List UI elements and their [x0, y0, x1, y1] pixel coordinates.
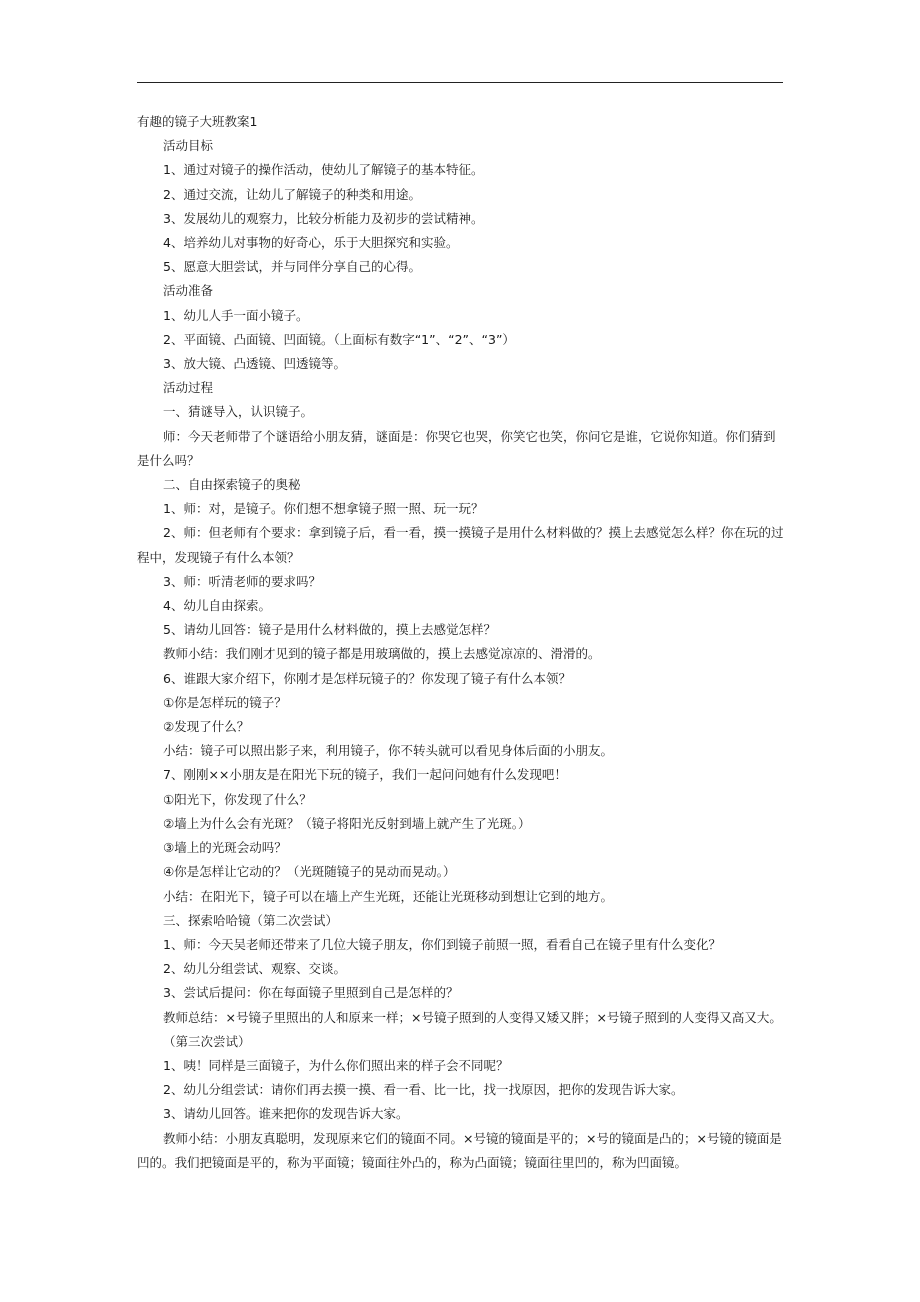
- list-item: 2、幼儿分组尝试：请你们再去摸一摸、看一看、比一比，找一找原因，把你的发现告诉大家。: [163, 1082, 684, 1098]
- list-item: 1、师：今天吴老师还带来了几位大镜子朋友，你们到镜子前照一照，看看自己在镜子里有什么变化？: [163, 936, 721, 952]
- list-item: 4、幼儿自由探索。: [163, 598, 271, 614]
- list-item: 1、幼儿人手一面小镜子。: [163, 307, 309, 323]
- list-item: 5、请幼儿回答：镜子是用什么材料做的，摸上去感觉怎样？: [163, 622, 496, 638]
- subsection-heading: 三、探索哈哈镜（第二次尝试）: [163, 912, 339, 928]
- list-item: 3、请幼儿回答。谁来把你的发现告诉大家。: [163, 1106, 409, 1122]
- list-item: 1、通过对镜子的操作活动，使幼儿了解镜子的基本特征。: [163, 162, 484, 178]
- summary-paragraph: 教师小结：我们刚才见到的镜子都是用玻璃做的，摸上去感觉凉凉的、滑滑的。: [163, 646, 601, 662]
- list-item: 1、师：对，是镜子。你们想不想拿镜子照一照、玩一玩？: [163, 501, 484, 517]
- list-item: 3、师：听清老师的要求吗？: [163, 573, 321, 589]
- question-item: ②墙上为什么会有光斑？（镜子将阳光反射到墙上就产生了光斑。）: [163, 815, 531, 831]
- paragraph: 师：今天老师带了个谜语给小朋友猜，谜面是：你哭它也哭，你笑它也笑，你问它是谁，它说你知道。你们猜到是什么吗？: [137, 428, 776, 468]
- list-item: 2、平面镜、凸面镜、凹面镜。（上面标有数字“1”、“2”、“3”）: [163, 331, 515, 347]
- list-item: 3、放大镜、凸透镜、凹透镜等。: [163, 356, 346, 372]
- header-rule: [137, 82, 783, 83]
- question-item: ①阳光下，你发现了什么？: [163, 791, 312, 807]
- list-item: 6、谁跟大家介绍下，你刚才是怎样玩镜子的？你发现了镜子有什么本领？: [163, 670, 571, 686]
- list-item: 7、刚刚××小朋友是在阳光下玩的镜子，我们一起问问她有什么发现吧！: [163, 767, 567, 783]
- question-item: ④你是怎样让它动的？（光斑随镜子的晃动而晃动。）: [163, 864, 456, 880]
- list-item: 4、培养幼儿对事物的好奇心，乐于大胆探究和实验。: [163, 235, 459, 251]
- subsection-heading: 二、自由探索镜子的奥秘: [163, 477, 301, 493]
- list-item: 2、幼儿分组尝试、观察、交谈。: [163, 961, 346, 977]
- question-item: ①你是怎样玩的镜子？: [163, 694, 287, 710]
- list-item: 2、通过交流，让幼儿了解镜子的种类和用途。: [163, 186, 421, 202]
- summary-paragraph: 小结：镜子可以照出影子来，利用镜子，你不转头就可以看见身体后面的小朋友。: [163, 743, 614, 759]
- section-heading: 活动过程: [163, 380, 214, 396]
- question-item: ③墙上的光斑会动吗？: [163, 840, 287, 856]
- list-item: 5、愿意大胆尝试，并与同伴分享自己的心得。: [163, 259, 421, 275]
- list-item: 3、发展幼儿的观察力，比较分析能力及初步的尝试精神。: [163, 210, 484, 226]
- question-item: ②发现了什么？: [163, 719, 250, 735]
- summary-paragraph: 教师总结：×号镜子里照出的人和原来一样；×号镜子照到的人变得又矮又胖；×号镜子照到的人变得又高又大。: [163, 1009, 782, 1025]
- section-heading: 活动目标: [163, 138, 214, 154]
- list-item: 1、咦！同样是三面镜子，为什么你们照出来的样子会不同呢？: [163, 1057, 509, 1073]
- summary-paragraph: 小结：在阳光下，镜子可以在墙上产生光斑，还能让光斑移动到想让它到的地方。: [163, 888, 614, 904]
- subsection-heading: （第三次尝试）: [163, 1033, 251, 1049]
- list-item: 3、尝试后提问：你在每面镜子里照到自己是怎样的？: [163, 985, 459, 1001]
- document-title: 有趣的镜子大班教案1: [137, 114, 258, 129]
- list-item: 2、师：但老师有个要求：拿到镜子后，看一看，摸一摸镜子是用什么材料做的？摸上去感觉怎么样？你在玩的过程中，发现镜子有什么本领？: [137, 525, 784, 565]
- subsection-heading: 一、猜谜导入，认识镜子。: [163, 404, 314, 420]
- section-heading: 活动准备: [163, 283, 214, 299]
- document-body: [137, 110, 785, 1175]
- summary-paragraph: 教师小结：小朋友真聪明，发现原来它们的镜面不同。×号镜的镜面是平的；×号的镜面是凸的；×号镜的镜面是凹的。我们把镜面是平的，称为平面镜；镜面往外凸的，称为凸面镜；镜面往里凹的，称为凹面镜。: [137, 1130, 782, 1170]
